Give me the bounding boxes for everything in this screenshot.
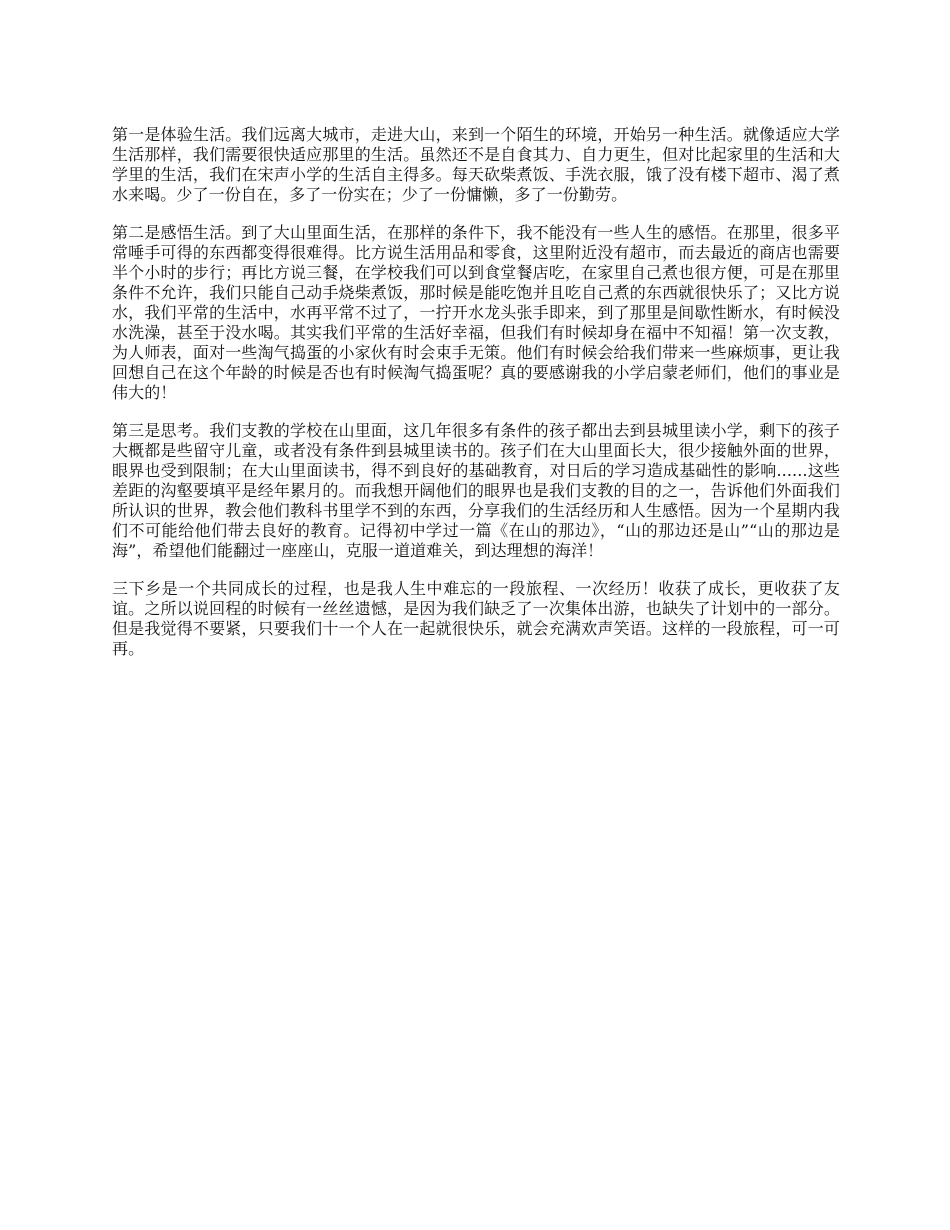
paragraph-thinking: 第三是思考。我们支教的学校在山里面，这几年很多有条件的孩子都出去到县城里读小学，剩下的孩子大概都是些留守儿童，或者没有条件到县城里读书的。孩子们在大山里面长大，很少接触外面的世界，眼界也受到限制；在大山里面读书，得不到良好的基础教育，对日后的学习造成基础性的影响......这些差距的沟壑要填平是经年累月的。而我想开阔他们的眼界也是我们支教的目的之一，告诉他们外面我们所认识的世界，教会他们教科书里学不到的东西，分享我们的生活经历和人生感悟。因为一个星期内我们不可能给他们带去良好的教育。记得初中学过一篇《在山的那边》，“山的那边还是山”“山的那边是海”，希望他们能翻过一座座山，克服一道道难关，到达理想的海洋！ xyxy=(112,421,840,560)
paragraph-experience-life: 第一是体验生活。我们远离大城市，走进大山，来到一个陌生的环境，开始另一种生活。就像适应大学生活那样，我们需要很快适应那里的生活。虽然还不是自食其力、自力更生，但对比起家里的生活和大学里的生活，我们在宋声小学的生活自主得多。每天砍柴煮饭、手洗衣服，饿了没有楼下超市、渴了煮水来喝。少了一份自在，多了一份实在；少了一份慵懒，多了一份勤劳。 xyxy=(112,125,840,204)
document-page xyxy=(112,125,840,677)
paragraph-feel-life: 第二是感悟生活。到了大山里面生活，在那样的条件下，我不能没有一些人生的感悟。在那里，很多平常唾手可得的东西都变得很难得。比方说生活用品和零食，这里附近没有超市，而去最近的商店也需要半个小时的步行；再比方说三餐，在学校我们可以到食堂餐店吃，在家里自己煮也很方便，可是在那里条件不允许，我们只能自己动手烧柴煮饭，那时候是能吃饱并且吃自己煮的东西就很快乐了；又比方说水，我们平常的生活中，水再平常不过了，一拧开水龙头张手即来，到了那里是间歇性断水，有时候没水洗澡，甚至于没水喝。其实我们平常的生活好幸福，但我们有时候却身在福中不知福！第一次支教，为人师表，面对一些淘气捣蛋的小家伙有时会束手无策。他们有时候会给我们带来一些麻烦事，更让我回想自己在这个年龄的时候是否也有时候淘气捣蛋呢？真的要感谢我的小学启蒙老师们，他们的事业是伟大的！ xyxy=(112,223,840,402)
paragraph-conclusion: 三下乡是一个共同成长的过程，也是我人生中难忘的一段旅程、一次经历！收获了成长，更收获了友谊。之所以说回程的时候有一丝丝遗憾，是因为我们缺乏了一次集体出游，也缺失了计划中的一部分。但是我觉得不要紧，只要我们十一个人在一起就很快乐，就会充满欢声笑语。这样的一段旅程，可一可再。 xyxy=(112,579,840,658)
